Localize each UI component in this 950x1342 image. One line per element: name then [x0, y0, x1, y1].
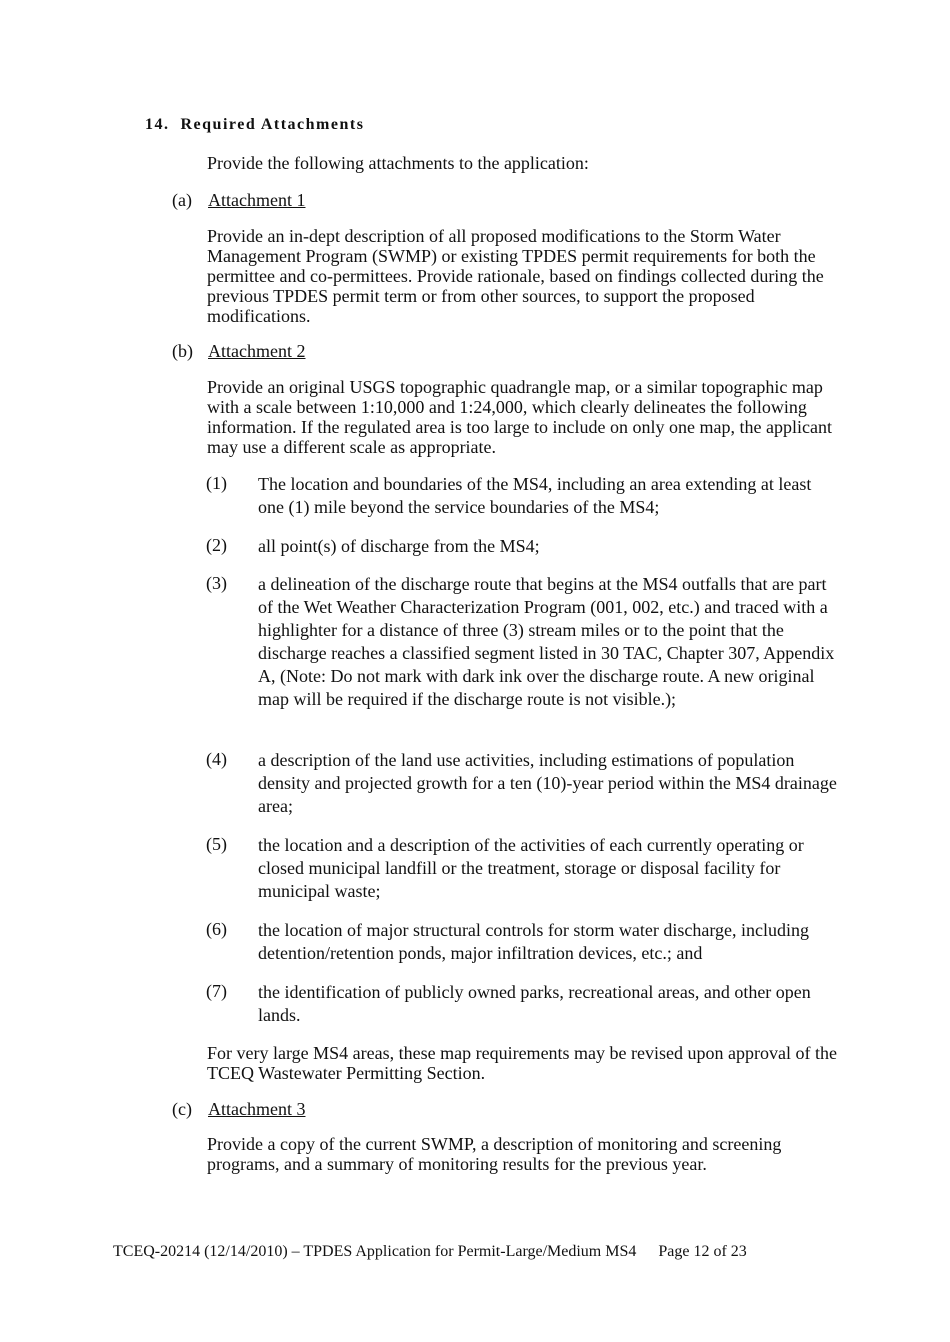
section-intro: Provide the following attachments to the application: [207, 153, 589, 173]
attachment-2-closing: For very large MS4 areas, these map requirements may be revised upon approval of the TCEQ Wastewater Permitting Section. [207, 1043, 837, 1083]
list-item-text: a description of the land use activities, including estimations of population density and projected growth for a ten (10)-year period within the MS4 drainage area; [258, 750, 837, 816]
list-item-text: the identification of publicly owned parks, recreational areas, and other open lands. [258, 982, 811, 1025]
list-item-number: (3) [206, 573, 227, 593]
attachment-a-letter: (a) [172, 190, 192, 210]
list-item-text: the location of major structural controls for storm water discharge, including detention/retention ponds, major infiltration devices, etc.; and [258, 920, 810, 963]
list-item-text: all point(s) of discharge from the MS4; [258, 536, 540, 556]
footer-page-number: Page 12 of 23 [658, 1243, 747, 1260]
attachment-1-title: Attachment 1 [208, 190, 306, 210]
list-item-text: the location and a description of the activities of each currently operating or closed municipal landfill or the treatment, storage or disposal facility for municipal waste; [258, 835, 804, 901]
list-item-number: (6) [206, 919, 227, 939]
attachment-2-description: Provide an original USGS topographic quadrangle map, or a similar topographic map with a scale between 1:10,000 and 1:24,000, which clearly delineates the following information. If the regulated area is too large to include on only one map, the applicant may use a different scale as appropriate. [207, 377, 832, 457]
section-number: 14. [145, 116, 170, 133]
list-item-number: (4) [206, 749, 227, 769]
page-footer [113, 1243, 747, 1261]
attachment-3-description: Provide a copy of the current SWMP, a description of monitoring and screening programs, and a summary of monitoring results for the previous year. [207, 1134, 782, 1174]
section-heading [145, 116, 364, 134]
attachment-1-description: Provide an in-dept description of all proposed modifications to the Storm Water Management Program (SWMP) or existing TPDES permit requirements for both the permittee and co-permittees. Provide rationale, based on findings collected during the previous TPDES permit term or from other sources, to support the proposed modifications. [207, 226, 824, 326]
list-item-text: The location and boundaries of the MS4, including an area extending at least one (1) mile beyond the service boundaries of the MS4; [258, 474, 812, 517]
footer-form-id: TCEQ-20214 (12/14/2010) – TPDES Application for Permit-Large/Medium MS4 [113, 1243, 637, 1260]
attachment-2-title: Attachment 2 [208, 341, 306, 361]
attachment-b-letter: (b) [172, 341, 193, 361]
attachment-c-letter: (c) [172, 1099, 192, 1119]
list-item-number: (1) [206, 473, 227, 493]
section-title: Required Attachments [180, 116, 365, 133]
list-item-text: a delineation of the discharge route that begins at the MS4 outfalls that are part of the Wet Weather Characterization Program (001, 002, etc.) and traced with a highlighter for a distance of three (3) stream miles or to the point that the discharge reaches a classified segment listed in 30 TAC, Chapter 307, Appendix A, (Note: Do not mark with dark ink over the discharge route. A new original map will be required if the discharge route is not visible.); [258, 574, 835, 709]
attachment-3-title: Attachment 3 [208, 1099, 306, 1119]
list-item-number: (2) [206, 535, 227, 555]
list-item-number: (5) [206, 834, 227, 854]
list-item-number: (7) [206, 981, 227, 1001]
